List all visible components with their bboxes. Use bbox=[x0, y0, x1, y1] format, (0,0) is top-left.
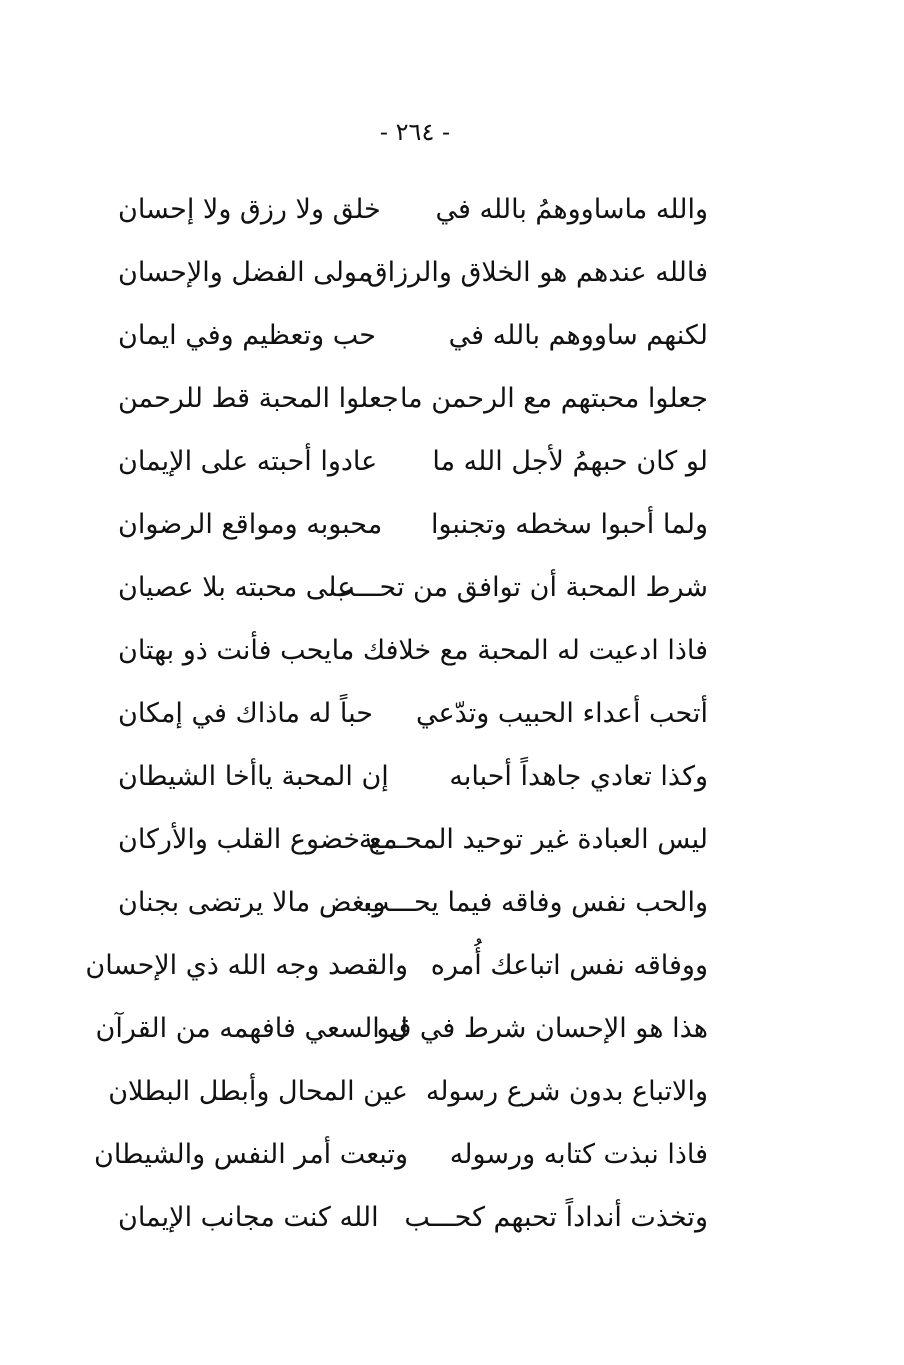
verse-second-hemistich: إن المحبة ياأخا الشيطان bbox=[118, 761, 389, 792]
verse-line bbox=[108, 1060, 708, 1123]
verse-second-hemistich: محبوبه ومواقع الرضوان bbox=[118, 509, 383, 540]
verse-line bbox=[118, 745, 708, 808]
verse-first-hemistich: فالله عندهم هو الخلاق والرزاق bbox=[366, 257, 708, 288]
verse-second-hemistich: وبغض مالا يرتضى بجنان bbox=[118, 887, 386, 918]
verse-first-hemistich: والحب نفس وفاقه فيما يحـــب bbox=[363, 887, 708, 918]
verse-line bbox=[118, 493, 708, 556]
verse-second-hemistich: الله كنت مجانب الإيمان bbox=[118, 1202, 379, 1233]
verse-line bbox=[118, 178, 708, 241]
verse-line bbox=[118, 808, 708, 871]
verse-first-hemistich: فاذا ادعيت له المحبة مع خلا bbox=[398, 635, 708, 666]
verse-second-hemistich: وتبعت أمر النفس والشيطان bbox=[93, 1139, 408, 1170]
verse-line bbox=[118, 1186, 708, 1249]
verse-first-hemistich: هذا هو الإحسان شرط في قبو bbox=[376, 1013, 708, 1044]
verse-second-hemistich: عين المحال وأبطل البطلان bbox=[108, 1076, 408, 1107]
verse-first-hemistich: ليس العبادة غير توحيد المحـــبة bbox=[358, 824, 708, 855]
verse-line bbox=[118, 619, 708, 682]
verse-first-hemistich: وكذا تعادي جاهداً أحبابه bbox=[449, 761, 708, 792]
verse-second-hemistich: فك مايحب فأنت ذو بهتان bbox=[118, 635, 399, 666]
page-number: - ٢٦٤ - bbox=[379, 118, 451, 146]
verse-first-hemistich: وتخذت أنداداً تحبهم كحـــب bbox=[404, 1202, 708, 1233]
verse-first-hemistich: والاتباع بدون شرع رسوله bbox=[425, 1076, 708, 1107]
verse-line bbox=[118, 367, 708, 430]
verse-first-hemistich: لو كان حبهمُ لأجل الله ما bbox=[432, 446, 708, 477]
verse-line bbox=[118, 430, 708, 493]
verse-line bbox=[118, 871, 708, 934]
verse-second-hemistich: جعلوا المحبة قط للرحمن bbox=[118, 383, 399, 414]
poem bbox=[85, 178, 708, 1249]
verse-first-hemistich: فاذا نبذت كتابه ورسوله bbox=[449, 1139, 708, 1170]
verse-first-hemistich: أتحب أعداء الحبيب وتدّعي bbox=[416, 698, 708, 729]
verse-second-hemistich: ل السعي فافهمه من القرآن bbox=[95, 1013, 408, 1044]
verse-second-hemistich: والقصد وجه الله ذي الإحسان bbox=[85, 950, 408, 981]
verse-first-hemistich: والله ماساووهمُ بالله في bbox=[435, 194, 708, 225]
verse-second-hemistich: عادوا أحبته على الإيمان bbox=[118, 446, 378, 477]
verse-line bbox=[118, 241, 708, 304]
verse-first-hemistich: جعلوا محبتهم مع الرحمن ما bbox=[399, 383, 708, 414]
verse-line bbox=[118, 682, 708, 745]
verse-second-hemistich: مولى الفضل والإحسان bbox=[118, 257, 373, 288]
verse-line bbox=[85, 934, 708, 997]
verse-line bbox=[118, 556, 708, 619]
verse-first-hemistich: ولما أحبوا سخطه وتجنبوا bbox=[430, 509, 708, 540]
verse-second-hemistich: حب وتعظيم وفي ايمان bbox=[118, 320, 376, 351]
verse-first-hemistich: لكنهم ساووهم بالله في bbox=[448, 320, 708, 351]
verse-line bbox=[93, 1123, 708, 1186]
verse-second-hemistich: حباً له ماذاك في إمكان bbox=[118, 698, 373, 729]
verse-second-hemistich: على محبته بلا عصيان bbox=[118, 572, 354, 603]
verse-first-hemistich: ووفاقه نفس اتباعك أُمره bbox=[430, 950, 708, 981]
verse-second-hemistich: خلق ولا رزق ولا إحسان bbox=[118, 194, 381, 225]
verse-second-hemistich: مع خضوع القلب والأركان bbox=[118, 824, 398, 855]
verse-first-hemistich: شرط المحبة أن توافق من تحـــب bbox=[329, 572, 708, 603]
verse-line bbox=[95, 997, 708, 1060]
verse-line bbox=[118, 304, 708, 367]
